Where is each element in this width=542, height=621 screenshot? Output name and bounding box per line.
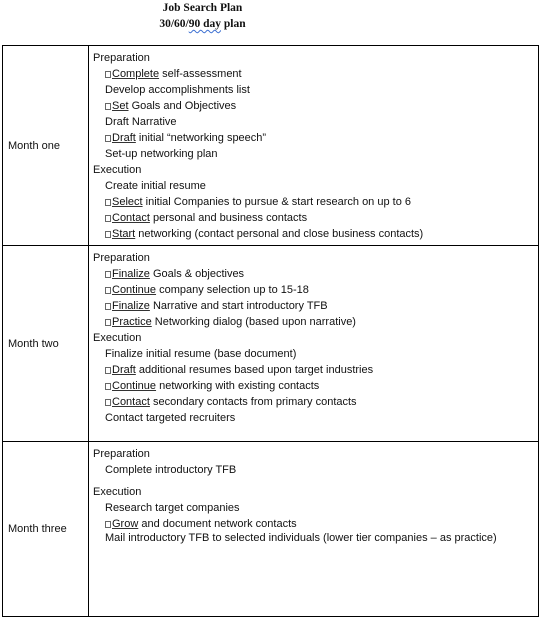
task-list [89,442,538,545]
list-item [93,394,538,410]
list-item [93,378,538,394]
month-tasks-cell [89,246,539,442]
action-verb: Grow [112,518,139,530]
action-verb: Continue [112,380,157,392]
checkbox-icon [105,215,111,222]
action-verb: Select [112,196,143,208]
month-tasks-cell [89,442,539,617]
document-title: Job Search Plan [162,2,243,14]
list-item [93,226,538,242]
task-list [89,246,538,426]
subtitle-suffix: plan [221,18,246,30]
table-row [3,46,539,246]
month-label: Month three [3,442,89,617]
subtitle-underlined: 90 day [188,18,222,30]
action-verb: Finalize [112,300,150,312]
task-text: additional resumes based upon target industries [135,364,374,376]
task-text: Mail introductory TFB to selected individuals (lower tier companies – as practice) [105,532,497,544]
action-verb: Finalize [112,268,150,280]
task-text: networking (contact personal and close business contacts) [135,228,424,240]
action-verb: Contact [112,212,150,224]
plan-table [2,45,539,617]
table-row [3,246,539,442]
task-text: Complete introductory TFB [105,464,237,476]
list-item [93,66,538,82]
task-text: personal and business contacts [149,212,308,224]
task-text: self-assessment [159,68,242,80]
list-item [93,298,538,314]
list-item [93,500,538,516]
list-item [93,532,538,545]
checkbox-icon [105,521,111,528]
list-item [93,346,538,362]
document-header [0,0,405,32]
list-item [93,516,538,532]
list-item [93,130,538,146]
task-text: Research target companies [105,502,240,514]
list-item [93,178,538,194]
task-text: secondary contacts from primary contacts [149,396,357,408]
task-text: company selection up to 15-18 [156,284,309,296]
task-text: Draft Narrative [105,116,177,128]
document-subtitle [0,16,405,32]
checkbox-icon [105,319,111,326]
list-item [93,282,538,298]
section-heading: Preparation [93,252,150,264]
table-row [3,442,539,617]
task-text: Networking dialog (based upon narrative) [151,316,356,328]
month-label: Month two [3,246,89,442]
task-text: Goals and Objectives [128,100,237,112]
section-heading: Preparation [93,52,150,64]
task-text: networking with existing contacts [156,380,320,392]
task-text: Finalize initial resume (base document) [105,348,297,360]
section-heading: Execution [93,164,142,176]
checkbox-icon [105,199,111,206]
checkbox-icon [105,383,111,390]
list-item [93,410,538,426]
list-item [93,194,538,210]
list-item [93,98,538,114]
task-list [89,46,538,242]
checkbox-icon [105,135,111,142]
action-verb: Complete [112,68,160,80]
action-verb: Practice [112,316,152,328]
task-text: initial “networking speech” [135,132,267,144]
action-verb: Draft [112,132,136,144]
checkbox-icon [105,367,111,374]
action-verb: Start [112,228,136,240]
list-item [93,146,538,162]
list-item [93,362,538,378]
checkbox-icon [105,231,111,238]
checkbox-icon [105,287,111,294]
month-tasks-cell [89,46,539,246]
list-item [93,314,538,330]
checkbox-icon [105,399,111,406]
section-heading: Execution [93,332,142,344]
task-text: Goals & objectives [149,268,245,280]
checkbox-icon [105,303,111,310]
section-heading: Execution [93,486,142,498]
task-text: Set-up networking plan [105,148,218,160]
action-verb: Contact [112,396,150,408]
task-text: Narrative and start introductory TFB [149,300,328,312]
list-item [93,82,538,98]
list-item [93,114,538,130]
list-item [93,462,538,478]
action-verb: Continue [112,284,157,296]
task-text: Contact targeted recruiters [105,412,236,424]
task-text: Develop accomplishments list [105,84,250,96]
checkbox-icon [105,103,111,110]
checkbox-icon [105,71,111,78]
checkbox-icon [105,271,111,278]
subtitle-prefix: 30/60/ [159,18,189,30]
list-item [93,266,538,282]
month-label: Month one [3,46,89,246]
section-heading: Preparation [93,448,150,460]
task-text: Create initial resume [105,180,206,192]
task-text: and document network contacts [138,518,297,530]
list-item [93,210,538,226]
action-verb: Set [112,100,129,112]
task-text: initial Companies to pursue & start research on up to 6 [142,196,411,208]
action-verb: Draft [112,364,136,376]
